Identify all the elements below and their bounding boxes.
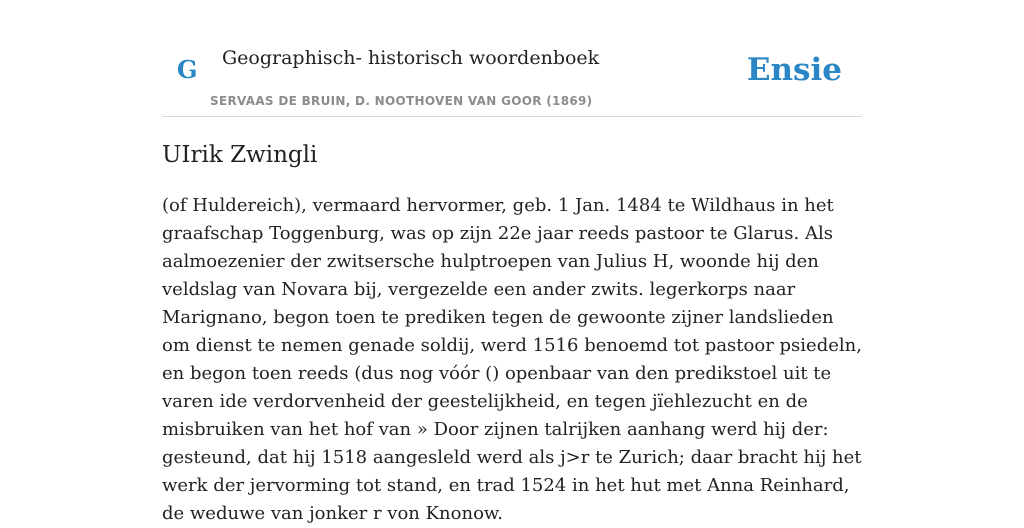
page-header — [162, 0, 862, 117]
book-title[interactable]: Geographisch- historisch woordenboek — [222, 47, 600, 69]
letter-index-icon[interactable]: G — [177, 55, 198, 84]
book-author-meta: SERVAAS DE BRUIN, D. NOOTHOVEN VAN GOOR (1869) — [210, 94, 593, 108]
brand-logo[interactable]: Ensie — [746, 52, 842, 88]
entry-body-text: (of Huldereich), vermaard hervormer, geb. 1 Jan. 1484 te Wildhaus in het graafschap Toggenburg, was op zijn 22e jaar reeds pastoor te Glarus. Als aalmoezenier der zwitsersche hulptroepen van Julius H, woonde hij den veldslag van Novara bij, vergezelde een ander zwits. legerkorps naar Marignano, begon toen te prediken tegen de gewoonte zijner landslieden om dienst te nemen genade soldij, werd 1516 benoemd tot pastoor psiedeln, en begon toen reeds (dus nog vóór () openbaar van den predikstoel uit te varen ide verdorvenheid der geestelijkheid, en tegen jïehlezucht en de misbruiken van het hof van » Door zijnen talrijken aanhang werd hij der: gesteund, dat hij 1518 aangesleld werd als j>r te Zurich; daar bracht hij het werk der jervorming tot stand, en trad 1524 in het hut met Anna Reinhard, de weduwe van jonker r von Knonow. — [162, 195, 862, 524]
entry-title: UIrik Zwingli — [162, 142, 318, 168]
